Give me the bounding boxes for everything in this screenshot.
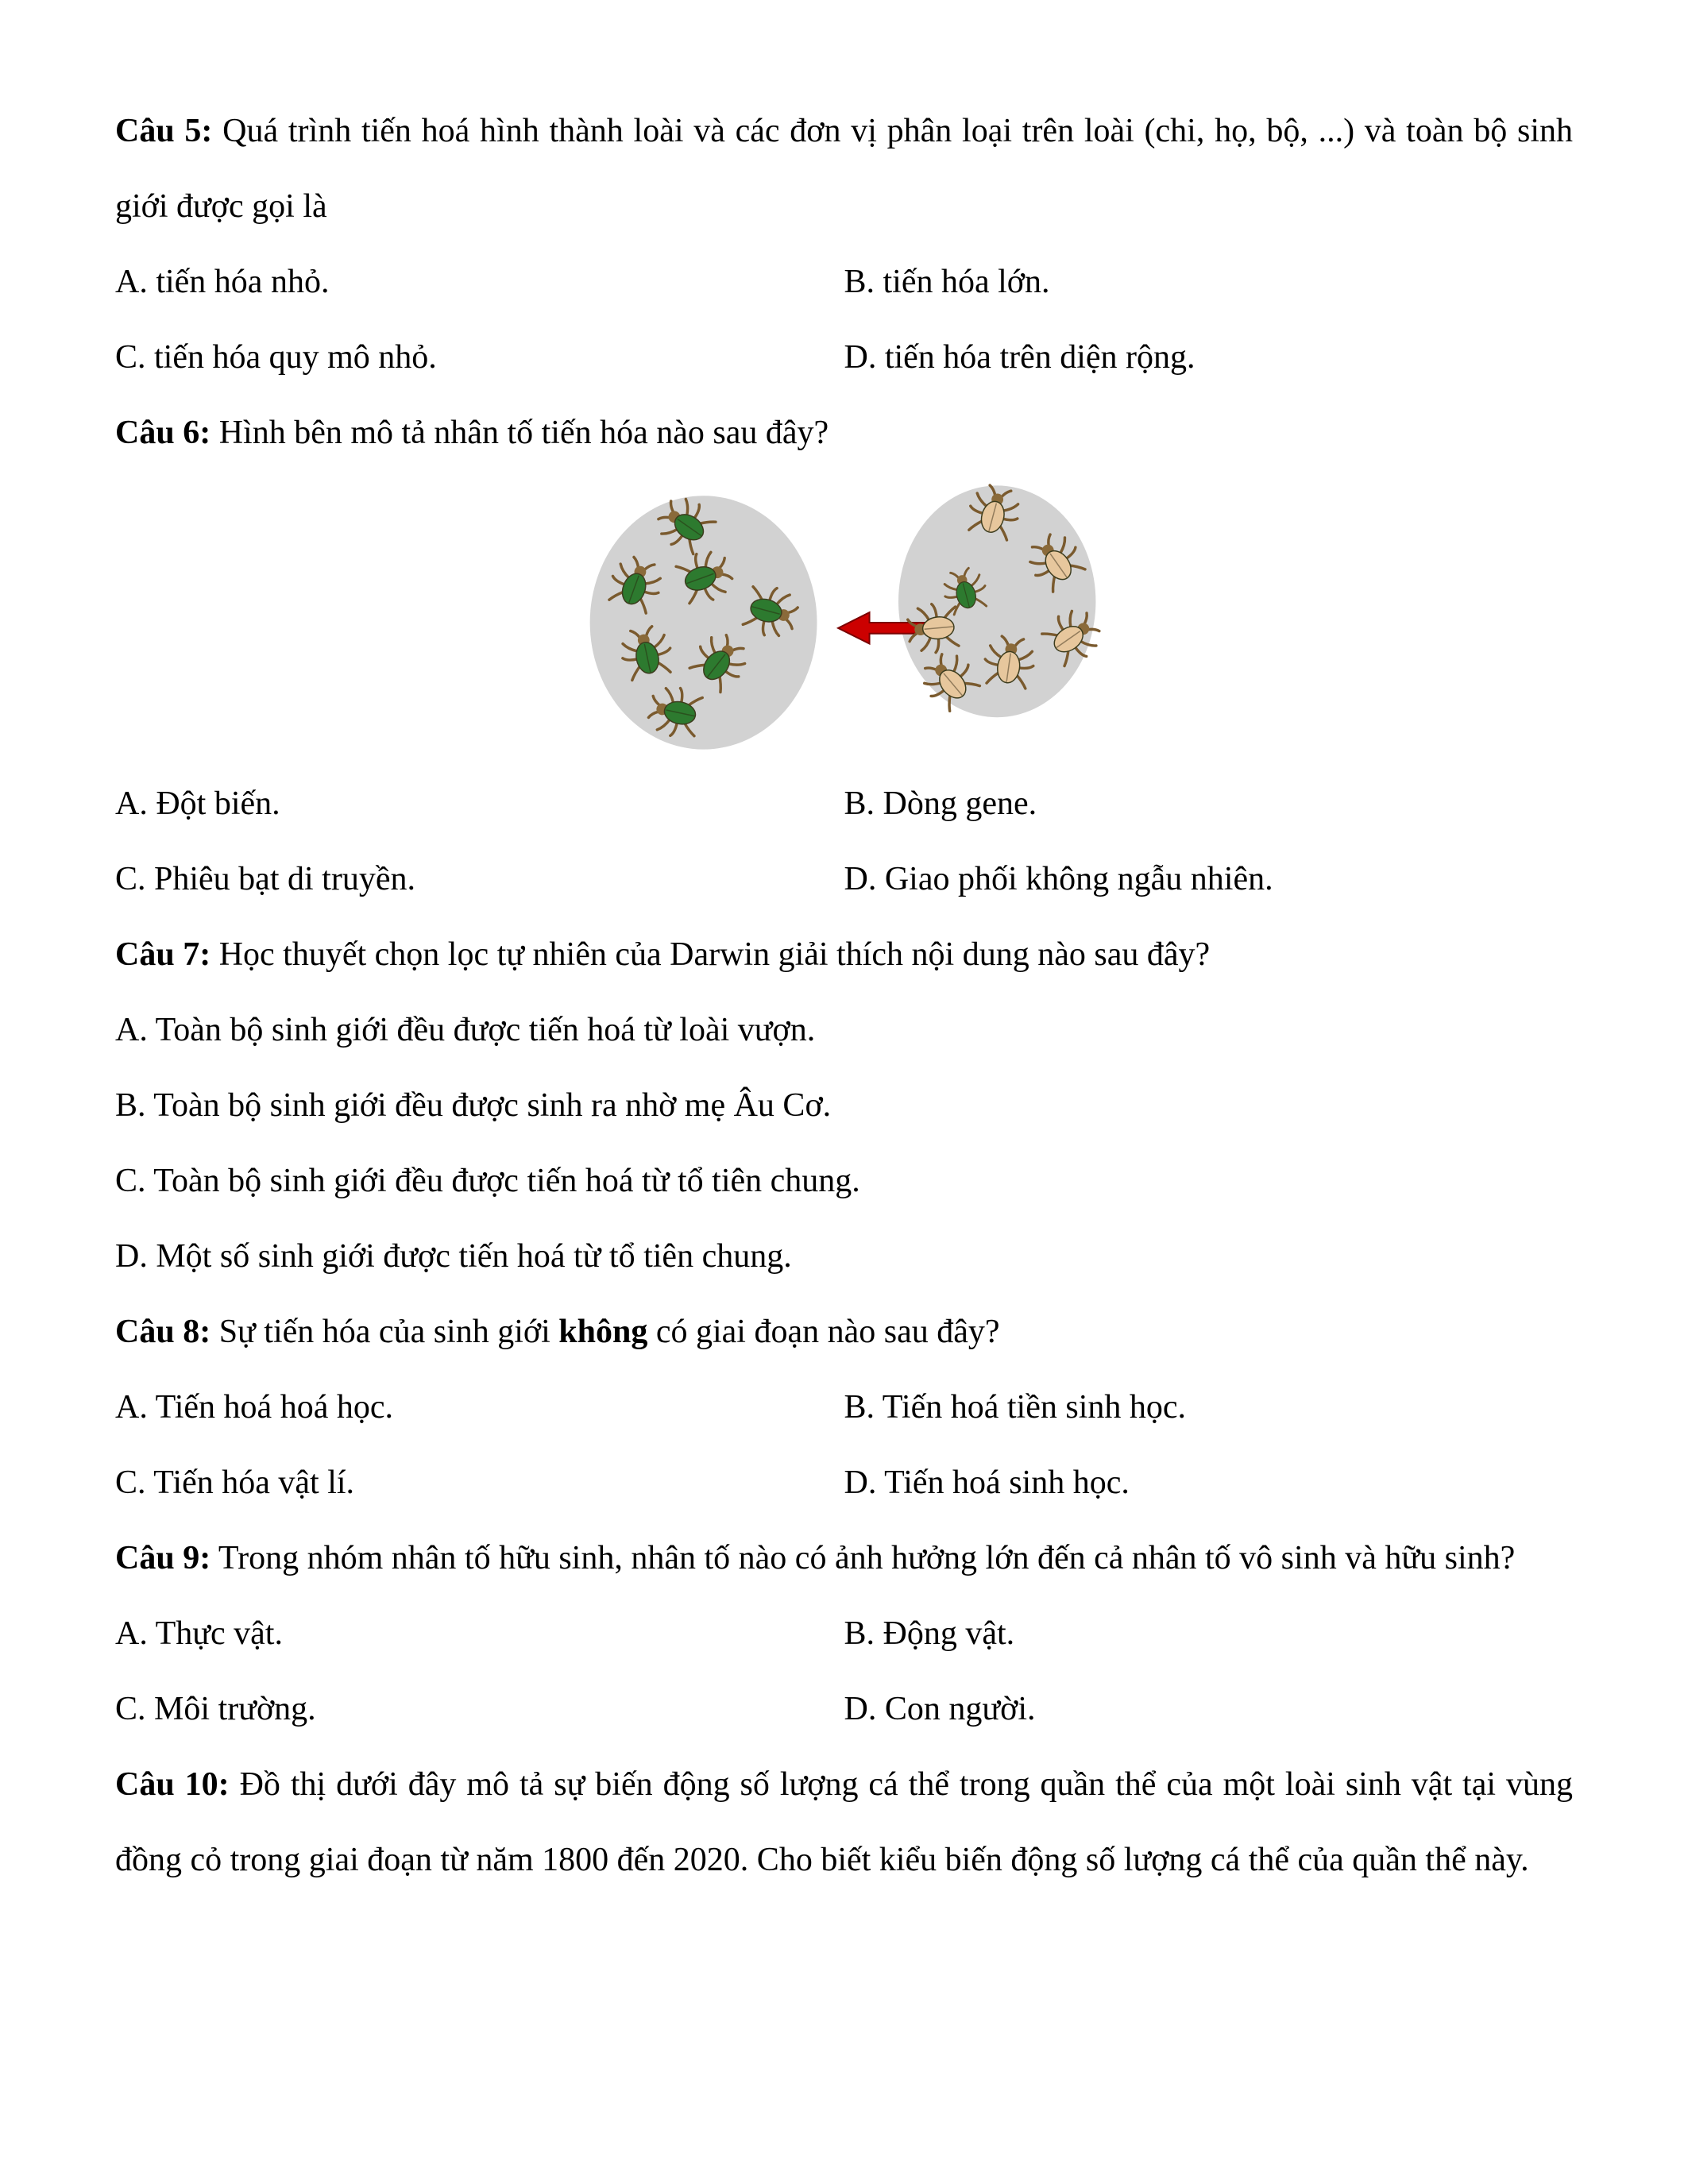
question-6-option-a: A. Đột biến.: [115, 785, 280, 822]
question-5-options: [115, 245, 1573, 396]
question-6-number: Câu 6:: [115, 415, 211, 451]
question-9-option-c: C. Môi trường.: [115, 1691, 316, 1727]
question-7-stem: [115, 917, 1573, 993]
question-7-option-b: B. Toàn bộ sinh giới đều được sinh ra nhờ mẹ Âu Cơ.: [115, 1087, 832, 1124]
question-5-option-b: B. tiến hóa lớn.: [844, 264, 1050, 300]
question-5-number: Câu 5:: [115, 113, 213, 149]
question-5-option-c: C. tiến hóa quy mô nhỏ.: [115, 339, 437, 376]
question-5-option-a: A. tiến hóa nhỏ.: [115, 264, 330, 300]
question-8-text-after: có giai đoạn nào sau đây?: [647, 1314, 1000, 1350]
question-5: [115, 94, 1573, 396]
question-8-option-a: A. Tiến hoá hoá học.: [115, 1389, 393, 1426]
gene-flow-illustration: [570, 476, 1118, 762]
question-8-text-before: Sự tiến hóa của sinh giới: [211, 1314, 559, 1350]
question-8: [115, 1295, 1573, 1521]
question-10-text: Đồ thị dưới đây mô tả sự biến động số lượng cá thể trong quần thể của một loài sinh vật tại vùng đồng cỏ trong giai đoạn từ năm 1800 đến 2020. Cho biết kiểu biến động số lượng cá thể của quần thể này.: [115, 1766, 1573, 1878]
question-7-number: Câu 7:: [115, 936, 211, 973]
question-5-text: Quá trình tiến hoá hình thành loài và các đơn vị phân loại trên loài (chi, họ, bộ, ...) và toàn bộ sinh giới được gọi là: [115, 113, 1573, 225]
question-9: [115, 1521, 1573, 1747]
question-10: [115, 1747, 1573, 1898]
question-7-text: Học thuyết chọn lọc tự nhiên của Darwin giải thích nội dung nào sau đây?: [211, 936, 1211, 973]
question-8-option-d: D. Tiến hoá sinh học.: [844, 1464, 1130, 1501]
question-7-option-d: D. Một số sinh giới được tiến hoá từ tổ tiên chung.: [115, 1238, 792, 1275]
question-7-options: [115, 993, 1573, 1295]
question-8-bold-word: không: [558, 1314, 648, 1350]
question-9-number: Câu 9:: [115, 1540, 211, 1576]
question-6-options: [115, 766, 1573, 917]
question-8-stem: [115, 1295, 1573, 1370]
question-10-number: Câu 10:: [115, 1766, 230, 1803]
question-8-options: [115, 1370, 1573, 1521]
question-6: [115, 396, 1573, 917]
question-5-stem: [115, 94, 1573, 245]
question-7-option-c: C. Toàn bộ sinh giới đều được tiến hoá từ tổ tiên chung.: [115, 1163, 860, 1199]
question-8-option-b: B. Tiến hoá tiền sinh học.: [844, 1389, 1187, 1426]
question-6-option-c: C. Phiêu bạt di truyền.: [115, 861, 415, 897]
question-9-options: [115, 1596, 1573, 1747]
question-9-text: Trong nhóm nhân tố hữu sinh, nhân tố nào có ảnh hưởng lớn đến cả nhân tố vô sinh và hữu sinh?: [211, 1540, 1516, 1576]
question-9-stem: [115, 1521, 1573, 1596]
question-8-number: Câu 8:: [115, 1314, 211, 1350]
question-9-option-a: A. Thực vật.: [115, 1615, 283, 1652]
question-6-stem: [115, 396, 1573, 471]
question-9-option-b: B. Động vật.: [844, 1615, 1015, 1652]
question-6-option-b: B. Dòng gene.: [844, 785, 1037, 822]
question-8-option-c: C. Tiến hóa vật lí.: [115, 1464, 355, 1501]
gene-flow-figure: [115, 471, 1573, 766]
question-5-option-d: D. tiến hóa trên diện rộng.: [844, 339, 1196, 376]
question-10-stem: [115, 1747, 1573, 1898]
question-6-option-d: D. Giao phối không ngẫu nhiên.: [844, 861, 1273, 897]
question-7-option-a: A. Toàn bộ sinh giới đều được tiến hoá từ loài vượn.: [115, 1012, 816, 1048]
question-6-text: Hình bên mô tả nhân tố tiến hóa nào sau đây?: [211, 415, 829, 451]
question-9-option-d: D. Con người.: [844, 1691, 1036, 1727]
question-7: [115, 917, 1573, 1295]
